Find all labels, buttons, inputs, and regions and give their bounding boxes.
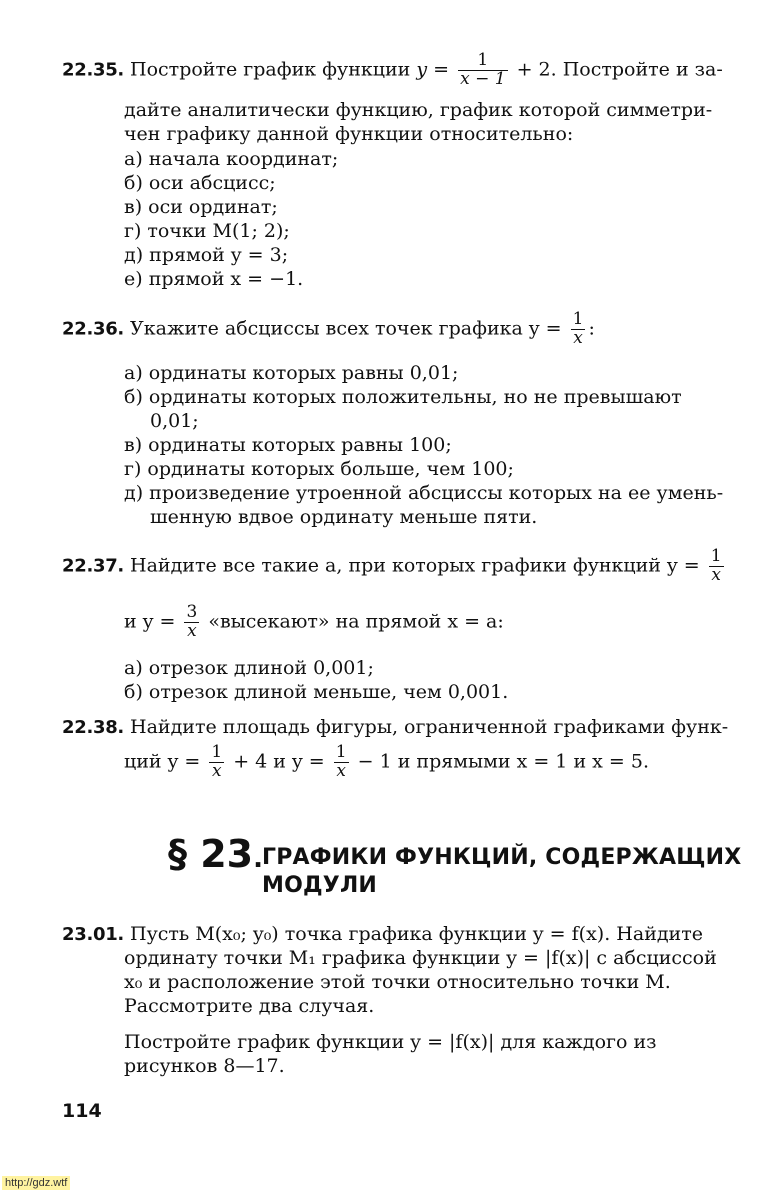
problem-22-37-line2 (124, 604, 504, 641)
problem-number: 22.36. (62, 318, 124, 340)
problem-23-01-line1 (62, 923, 703, 945)
problem-text: Найдите все такие a, при которых графики функций y = (130, 554, 700, 577)
fraction-denominator: x (187, 620, 197, 641)
math-eq: = (433, 58, 450, 81)
text-line: Рассмотрите два случая. (124, 995, 375, 1017)
problem-22-36-line1 (62, 311, 595, 348)
list-item: а) начала координат; (124, 148, 339, 170)
fraction (334, 744, 349, 781)
problem-text: Найдите площадь фигуры, ограниченной графиками функ- (130, 716, 729, 738)
watermark-link[interactable]: http://gdz.wtf (2, 1176, 70, 1190)
fraction-numerator: 1 (211, 742, 223, 762)
fraction-numerator: 1 (335, 742, 347, 762)
section-title-line1: ГРАФИКИ ФУНКЦИЙ, СОДЕРЖАЩИХ (262, 845, 742, 870)
list-item: г) точки M(1; 2); (124, 220, 290, 242)
fraction (209, 744, 224, 781)
problem-22-35-line1 (62, 52, 723, 89)
list-item: б) оси абсцисс; (124, 172, 276, 194)
fraction (709, 548, 724, 585)
problem-text: Укажите абсциссы всех точек графика y = (130, 317, 562, 340)
fraction (571, 311, 586, 348)
fraction-numerator: 1 (572, 309, 584, 329)
fraction-numerator: 3 (186, 602, 198, 622)
text-line: чен графику данной функции относительно: (124, 123, 574, 145)
fraction-denominator: x (573, 327, 583, 348)
text-line: x₀ и расположение этой точки относительно точки M. (124, 971, 671, 993)
list-item: д) прямой y = 3; (124, 244, 289, 266)
text-line: рисунков 8—17. (124, 1055, 285, 1077)
text-line: ординату точки M₁ графика функции y = |f(x)| с абсциссой (124, 947, 717, 969)
problem-text: Постройте график функции (130, 58, 411, 81)
list-item: б) ординаты которых положительны, но не превышают (124, 386, 682, 408)
list-item: шенную вдвое ординату меньше пяти. (150, 506, 538, 528)
fraction-denominator: x − 1 (460, 68, 506, 89)
problem-text: ций y = (124, 750, 201, 773)
list-item: г) ординаты которых больше, чем 100; (124, 458, 514, 480)
list-item: а) отрезок длиной 0,001; (124, 657, 374, 679)
list-item: д) произведение утроенной абсциссы которых на ее умень- (124, 482, 724, 504)
fraction-numerator: 1 (710, 546, 722, 566)
section-number: § 23 (168, 832, 254, 876)
section-dot: . (253, 844, 264, 874)
problem-text: и y = (124, 610, 176, 633)
list-item: в) оси ординат; (124, 196, 278, 218)
problem-text: : (588, 317, 595, 340)
problem-22-37-line1 (62, 548, 727, 585)
problem-number: 23.01. (62, 924, 124, 945)
problem-number: 22.35. (62, 59, 124, 81)
list-item: 0,01; (150, 410, 199, 432)
section-title-line2: МОДУЛИ (262, 873, 378, 898)
list-item: а) ординаты которых равны 0,01; (124, 362, 459, 384)
fraction-numerator: 1 (458, 52, 507, 71)
text-line: дайте аналитически функцию, график которой симметри- (124, 99, 713, 121)
fraction-denominator: x (336, 760, 346, 781)
list-item: в) ординаты которых равны 100; (124, 434, 452, 456)
problem-text: + 2. Постройте и за- (516, 58, 723, 81)
problem-22-38-line2 (124, 744, 649, 781)
fraction-denominator: x (211, 760, 222, 781)
list-item: б) отрезок длиной меньше, чем 0,001. (124, 681, 509, 703)
fraction (184, 604, 199, 641)
problem-number: 22.37. (62, 555, 124, 577)
text-line: Постройте график функции y = |f(x)| для каждого из (124, 1031, 657, 1053)
problem-text: + 4 и y = (233, 750, 325, 773)
page-number: 114 (62, 1100, 102, 1122)
fraction (458, 52, 507, 89)
problem-text: Пусть M(x₀; y₀) точка графика функции y = f(x). Найдите (130, 923, 703, 945)
fraction-denominator: x (711, 564, 721, 585)
math-var-y: y (416, 58, 428, 81)
problem-text: − 1 и прямыми x = 1 и x = 5. (357, 750, 649, 773)
section-heading (168, 832, 263, 876)
list-item: е) прямой x = −1. (124, 268, 304, 290)
problem-number: 22.38. (62, 717, 124, 738)
problem-22-38-line1 (62, 716, 728, 738)
problem-text: «высекают» на прямой x = a: (208, 610, 504, 633)
